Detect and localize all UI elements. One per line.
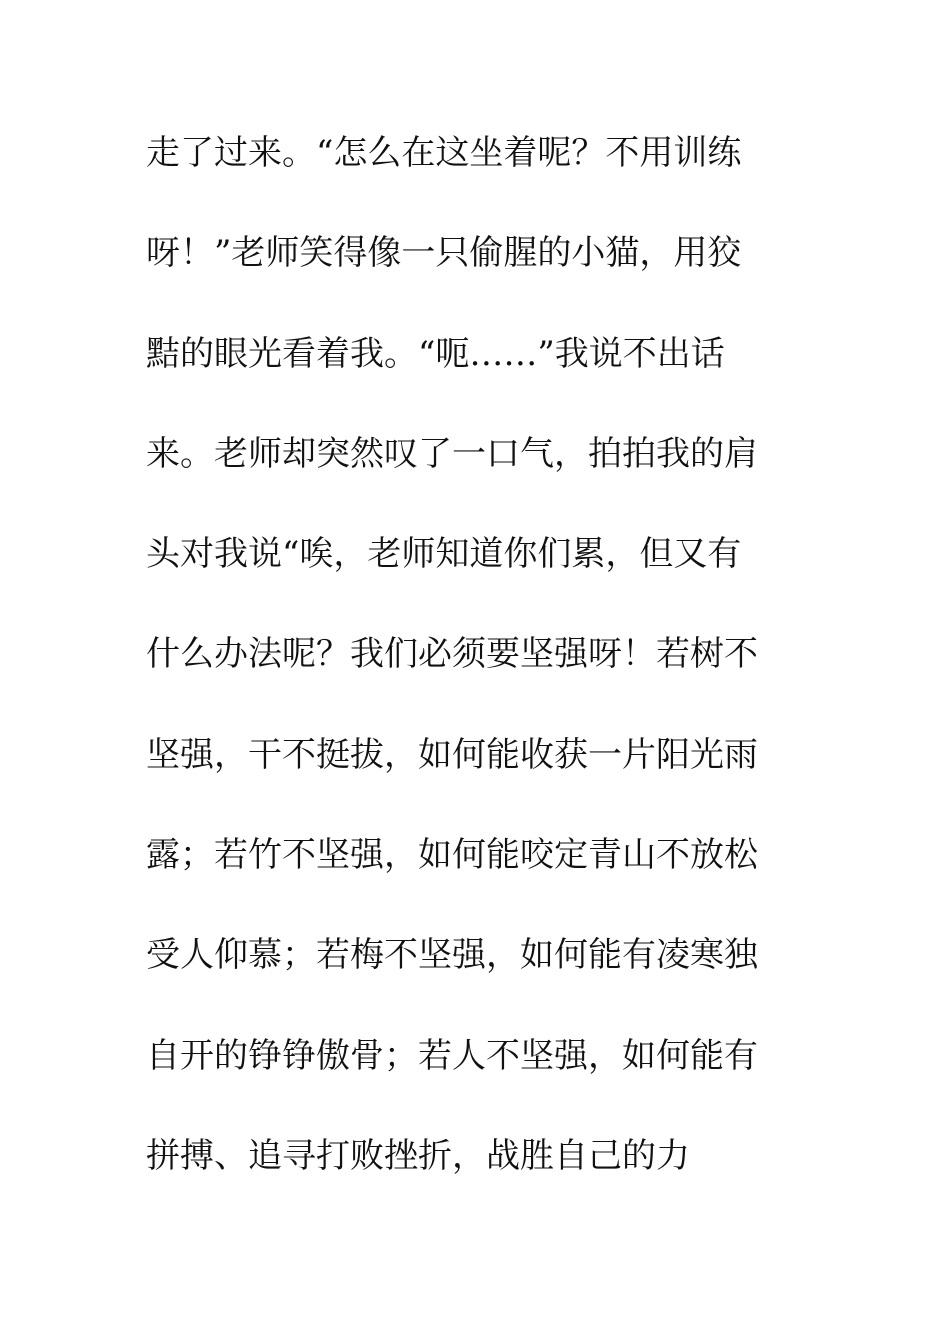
- text-line: 头对我说“唉，老师知道你们累，但又有: [146, 534, 742, 575]
- text-line: 呀！”老师笑得像一只偷腥的小猫，用狡: [146, 233, 742, 274]
- text-line: 受人仰慕；若梅不坚强，如何能有凌寒独: [146, 935, 758, 976]
- text-line: 坚强，干不挺拔，如何能收获一片阳光雨: [146, 734, 758, 775]
- text-line: 黠的眼光看着我。“呃……”我说不出话: [146, 333, 725, 374]
- body-text: [146, 128, 806, 1231]
- text-line: 走了过来。“怎么在这坐着呢？不用训练: [146, 133, 742, 173]
- text-line: 露；若竹不坚强，如何能咬定青山不放松: [146, 835, 758, 876]
- text-line: 什么办法呢？我们必须要坚强呀！若树不: [146, 634, 758, 675]
- text-line: 来。老师却突然叹了一口气，拍拍我的肩: [146, 433, 758, 474]
- text-line: 拼搏、追寻打败挫折，战胜自己的力: [146, 1135, 690, 1176]
- text-line: 自开的铮铮傲骨；若人不坚强，如何能有: [146, 1035, 758, 1076]
